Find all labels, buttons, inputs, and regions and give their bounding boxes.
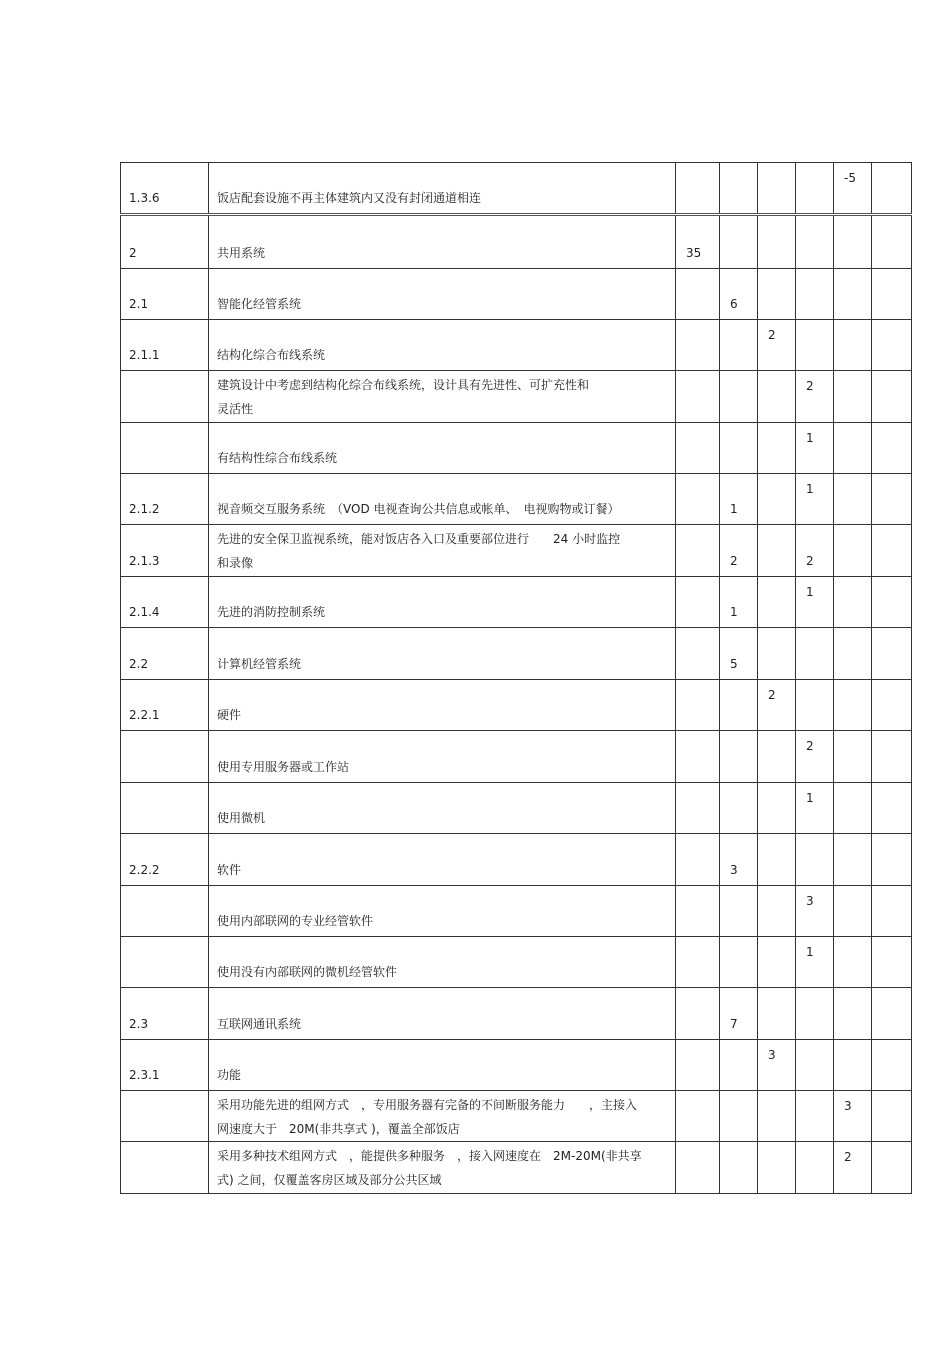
score-value: 3	[806, 894, 814, 908]
score-cell-c6	[872, 215, 912, 269]
item-description: 计算机经管系统	[217, 657, 302, 671]
score-cell-c5	[834, 783, 872, 834]
table-row	[121, 1091, 912, 1142]
item-description-cell	[209, 577, 676, 628]
score-cell-c3	[758, 1040, 796, 1091]
score-cell-c5	[834, 1091, 872, 1142]
score-cell-c2	[720, 937, 758, 988]
item-code-cell	[121, 1091, 209, 1142]
score-cell-c5	[834, 215, 872, 269]
table-row	[121, 320, 912, 371]
item-description: 硬件	[217, 708, 242, 722]
item-code-cell	[121, 269, 209, 320]
score-cell-c1	[676, 1040, 720, 1091]
item-code-cell	[121, 474, 209, 525]
score-cell-c3	[758, 525, 796, 577]
item-code-cell	[121, 834, 209, 886]
score-cell-c2	[720, 886, 758, 937]
description-line: 网速度大于 20M(非共享式 )，覆盖全部饭店	[217, 1122, 460, 1136]
score-cell-c1	[676, 783, 720, 834]
score-cell-c5	[834, 163, 872, 215]
item-description: 有结构性综合布线系统	[217, 451, 338, 465]
item-description: 饭店配套设施不再主体建筑内又没有封闭通道相连	[217, 191, 482, 205]
item-description	[217, 373, 589, 421]
item-code-cell	[121, 783, 209, 834]
item-description: 互联网通讯系统	[217, 1017, 302, 1031]
score-cell-c3	[758, 423, 796, 474]
description-line: 和录像	[217, 556, 254, 570]
item-description-cell	[209, 731, 676, 783]
score-cell-c1	[676, 1142, 720, 1194]
item-description-cell	[209, 937, 676, 988]
score-cell-c2	[720, 215, 758, 269]
item-description: 先进的消防控制系统	[217, 605, 326, 619]
item-code: 2.1.3	[129, 554, 160, 568]
table-row	[121, 215, 912, 269]
score-cell-c3	[758, 988, 796, 1040]
score-cell-c6	[872, 163, 912, 215]
table-row	[121, 886, 912, 937]
item-description: 结构化综合布线系统	[217, 348, 326, 362]
score-cell-c3	[758, 1142, 796, 1194]
item-code: 2.1.4	[129, 605, 160, 619]
score-cell-c1	[676, 988, 720, 1040]
score-cell-c2	[720, 371, 758, 423]
score-cell-c4	[796, 783, 834, 834]
table-row	[121, 371, 912, 423]
score-cell-c1	[676, 320, 720, 371]
score-cell-c1	[676, 269, 720, 320]
item-description-cell	[209, 680, 676, 731]
item-description-cell	[209, 1040, 676, 1091]
score-value: 5	[730, 657, 738, 671]
table-row	[121, 163, 912, 215]
score-cell-c1	[676, 731, 720, 783]
score-cell-c6	[872, 320, 912, 371]
table-row	[121, 937, 912, 988]
item-description-cell	[209, 163, 676, 215]
item-code-cell	[121, 937, 209, 988]
score-cell-c4	[796, 215, 834, 269]
score-cell-c2	[720, 834, 758, 886]
table-row	[121, 474, 912, 525]
score-cell-c1	[676, 680, 720, 731]
item-description-cell	[209, 474, 676, 525]
score-cell-c5	[834, 577, 872, 628]
score-cell-c2	[720, 163, 758, 215]
item-code: 1.3.6	[129, 191, 160, 205]
score-cell-c6	[872, 1040, 912, 1091]
score-cell-c6	[872, 680, 912, 731]
score-cell-c3	[758, 371, 796, 423]
score-value: 1	[806, 431, 814, 445]
score-cell-c6	[872, 783, 912, 834]
table-row	[121, 834, 912, 886]
item-description-cell	[209, 525, 676, 577]
score-value: 7	[730, 1017, 738, 1031]
score-cell-c1	[676, 937, 720, 988]
score-cell-c4	[796, 474, 834, 525]
score-cell-c4	[796, 988, 834, 1040]
score-cell-c5	[834, 269, 872, 320]
score-cell-c6	[872, 423, 912, 474]
score-value: 35	[686, 246, 702, 260]
item-code-cell	[121, 731, 209, 783]
score-cell-c3	[758, 163, 796, 215]
score-cell-c3	[758, 731, 796, 783]
score-value: 2	[806, 739, 814, 753]
score-cell-c1	[676, 525, 720, 577]
score-cell-c1	[676, 474, 720, 525]
item-code: 2.1.1	[129, 348, 160, 362]
score-cell-c6	[872, 371, 912, 423]
description-line: 建筑设计中考虑到结构化综合布线系统，设计具有先进性、可扩充性和	[217, 378, 590, 392]
score-cell-c6	[872, 937, 912, 988]
score-cell-c2	[720, 628, 758, 680]
item-description-cell	[209, 269, 676, 320]
score-cell-c6	[872, 269, 912, 320]
score-value: 2	[844, 1150, 852, 1164]
score-cell-c6	[872, 525, 912, 577]
score-value: -5	[844, 171, 856, 185]
score-cell-c5	[834, 834, 872, 886]
score-cell-c2	[720, 680, 758, 731]
item-code: 2.3.1	[129, 1068, 160, 1082]
item-description	[217, 1093, 637, 1141]
score-cell-c5	[834, 423, 872, 474]
item-code-cell	[121, 577, 209, 628]
score-value: 3	[730, 863, 738, 877]
item-description: 使用专用服务器或工作站	[217, 760, 350, 774]
item-code-cell	[121, 988, 209, 1040]
table-row	[121, 988, 912, 1040]
table-row	[121, 1040, 912, 1091]
score-value: 1	[806, 482, 814, 496]
score-cell-c4	[796, 886, 834, 937]
score-cell-c3	[758, 783, 796, 834]
score-value: 1	[730, 605, 738, 619]
score-cell-c6	[872, 1142, 912, 1194]
item-description-cell	[209, 215, 676, 269]
item-code-cell	[121, 628, 209, 680]
score-value: 2	[768, 328, 776, 342]
score-cell-c3	[758, 320, 796, 371]
item-description-cell	[209, 371, 676, 423]
scoring-table	[120, 162, 912, 1194]
score-cell-c4	[796, 320, 834, 371]
score-cell-c6	[872, 628, 912, 680]
description-line: 式) 之间，仅覆盖客房区域及部分公共区域	[217, 1173, 442, 1187]
description-line: 采用多种技术组网方式 ，能提供多种服务 ，接入网速度在 2M-20M(非共享	[217, 1149, 642, 1163]
table-row	[121, 680, 912, 731]
score-cell-c3	[758, 577, 796, 628]
item-code: 2	[129, 246, 137, 260]
score-cell-c6	[872, 988, 912, 1040]
score-cell-c4	[796, 1040, 834, 1091]
score-cell-c4	[796, 731, 834, 783]
item-description	[217, 527, 620, 575]
score-cell-c3	[758, 1091, 796, 1142]
score-cell-c1	[676, 886, 720, 937]
item-description-cell	[209, 1142, 676, 1194]
score-cell-c5	[834, 680, 872, 731]
score-cell-c1	[676, 215, 720, 269]
score-value: 3	[844, 1099, 852, 1113]
item-description-cell	[209, 886, 676, 937]
score-cell-c4	[796, 680, 834, 731]
score-cell-c1	[676, 834, 720, 886]
score-cell-c6	[872, 731, 912, 783]
score-cell-c3	[758, 937, 796, 988]
score-cell-c4	[796, 163, 834, 215]
item-description: 使用没有内部联网的微机经管软件	[217, 965, 398, 979]
score-cell-c5	[834, 474, 872, 525]
score-cell-c3	[758, 680, 796, 731]
score-cell-c2	[720, 783, 758, 834]
score-cell-c2	[720, 577, 758, 628]
item-code-cell	[121, 215, 209, 269]
score-cell-c4	[796, 1142, 834, 1194]
score-cell-c1	[676, 628, 720, 680]
table-row	[121, 525, 912, 577]
score-cell-c2	[720, 525, 758, 577]
score-cell-c6	[872, 834, 912, 886]
item-description: 使用微机	[217, 811, 266, 825]
score-value: 1	[806, 585, 814, 599]
item-description: 智能化经管系统	[217, 297, 302, 311]
item-description: 软件	[217, 863, 242, 877]
score-cell-c4	[796, 525, 834, 577]
score-cell-c1	[676, 423, 720, 474]
score-cell-c1	[676, 371, 720, 423]
table-row	[121, 269, 912, 320]
score-cell-c4	[796, 423, 834, 474]
item-code: 2.2.2	[129, 863, 160, 877]
table-row	[121, 731, 912, 783]
item-code-cell	[121, 680, 209, 731]
score-cell-c5	[834, 731, 872, 783]
score-cell-c3	[758, 886, 796, 937]
score-cell-c4	[796, 937, 834, 988]
item-description: 视音频交互服务系统 （VOD 电视查询公共信息或帐单、 电视购物或订餐）	[217, 502, 620, 516]
score-cell-c1	[676, 1091, 720, 1142]
score-value: 6	[730, 297, 738, 311]
item-description-cell	[209, 783, 676, 834]
score-cell-c5	[834, 525, 872, 577]
score-value: 2	[806, 379, 814, 393]
item-code-cell	[121, 163, 209, 215]
table-row	[121, 628, 912, 680]
item-description-cell	[209, 423, 676, 474]
score-cell-c5	[834, 988, 872, 1040]
score-cell-c2	[720, 423, 758, 474]
score-cell-c4	[796, 1091, 834, 1142]
score-cell-c2	[720, 474, 758, 525]
item-code: 2.3	[129, 1017, 149, 1031]
score-value: 3	[768, 1048, 776, 1062]
score-value: 1	[730, 502, 738, 516]
item-description-cell	[209, 320, 676, 371]
score-cell-c2	[720, 269, 758, 320]
score-cell-c6	[872, 577, 912, 628]
item-code-cell	[121, 423, 209, 474]
item-code-cell	[121, 371, 209, 423]
item-code-cell	[121, 1040, 209, 1091]
item-description-cell	[209, 988, 676, 1040]
score-cell-c3	[758, 269, 796, 320]
score-cell-c5	[834, 1142, 872, 1194]
score-cell-c2	[720, 1091, 758, 1142]
score-value: 2	[806, 554, 814, 568]
score-cell-c6	[872, 886, 912, 937]
score-cell-c2	[720, 320, 758, 371]
item-description: 功能	[217, 1068, 242, 1082]
item-description-cell	[209, 834, 676, 886]
score-cell-c4	[796, 628, 834, 680]
score-cell-c6	[872, 474, 912, 525]
score-cell-c4	[796, 269, 834, 320]
table-row	[121, 577, 912, 628]
score-cell-c1	[676, 163, 720, 215]
score-cell-c6	[872, 1091, 912, 1142]
item-description: 使用内部联网的专业经管软件	[217, 914, 374, 928]
score-cell-c4	[796, 834, 834, 886]
description-line: 先进的安全保卫监视系统，能对饭店各入口及重要部位进行 24 小时监控	[217, 532, 621, 546]
score-cell-c3	[758, 215, 796, 269]
table-body	[121, 163, 912, 1194]
score-value: 2	[768, 688, 776, 702]
score-cell-c4	[796, 371, 834, 423]
item-description-cell	[209, 1091, 676, 1142]
item-description-cell	[209, 628, 676, 680]
table-row	[121, 1142, 912, 1194]
score-cell-c5	[834, 937, 872, 988]
item-code: 2.1	[129, 297, 149, 311]
score-value: 2	[730, 554, 738, 568]
item-description	[217, 1144, 642, 1192]
score-cell-c2	[720, 988, 758, 1040]
score-cell-c5	[834, 1040, 872, 1091]
table-row	[121, 423, 912, 474]
item-code-cell	[121, 1142, 209, 1194]
score-cell-c1	[676, 577, 720, 628]
score-cell-c3	[758, 474, 796, 525]
score-value: 1	[806, 945, 814, 959]
table-row	[121, 783, 912, 834]
score-cell-c5	[834, 371, 872, 423]
description-line: 采用功能先进的组网方式 ，专用服务器有完备的不间断服务能力 ，主接入	[217, 1098, 638, 1112]
item-code-cell	[121, 886, 209, 937]
score-cell-c5	[834, 628, 872, 680]
score-cell-c2	[720, 1040, 758, 1091]
description-line: 灵活性	[217, 402, 254, 416]
score-cell-c3	[758, 628, 796, 680]
item-description: 共用系统	[217, 246, 266, 260]
item-code-cell	[121, 525, 209, 577]
score-cell-c5	[834, 886, 872, 937]
score-cell-c2	[720, 1142, 758, 1194]
item-code: 2.2	[129, 657, 149, 671]
item-code: 2.1.2	[129, 502, 160, 516]
score-value: 1	[806, 791, 814, 805]
item-code-cell	[121, 320, 209, 371]
item-code: 2.2.1	[129, 708, 160, 722]
score-cell-c5	[834, 320, 872, 371]
score-cell-c4	[796, 577, 834, 628]
score-cell-c3	[758, 834, 796, 886]
score-cell-c2	[720, 731, 758, 783]
